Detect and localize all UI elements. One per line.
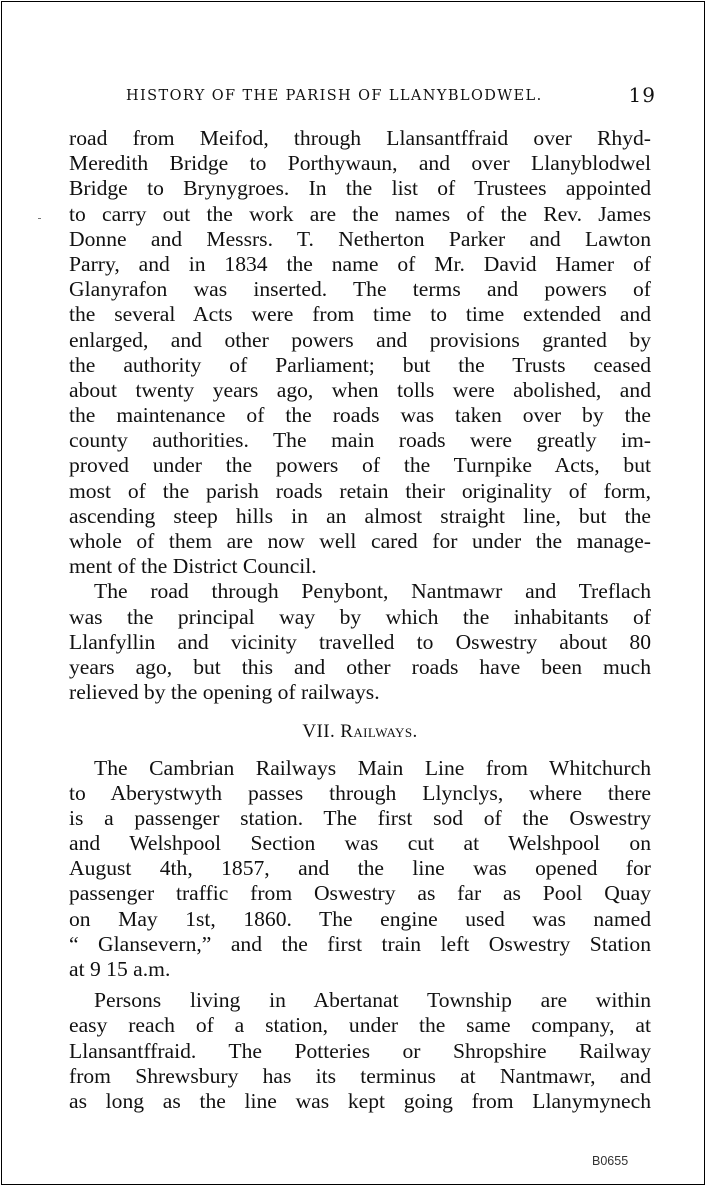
text-line: relieved by the opening of railways. <box>69 680 380 705</box>
text-line: The Cambrian Railways Main Line from Whitchurch <box>94 755 651 780</box>
text-line: easy reach of a station, under the same company, at <box>69 1013 651 1038</box>
paragraph-roads <box>69 126 651 579</box>
text-line: on May 1st, 1860. The engine used was named <box>69 906 651 931</box>
text-line: the maintenance of the roads was taken over by the <box>69 403 651 428</box>
running-title: HISTORY OF THE PARISH OF LLANYBLODWEL. <box>126 88 543 104</box>
running-head <box>126 82 656 110</box>
text-line: passenger traffic from Oswestry as far as Pool Quay <box>69 881 651 906</box>
text-line: from Shrewsbury has its terminus at Nantmawr, and <box>69 1063 651 1088</box>
text-line: the authority of Parliament; but the Trusts ceased <box>69 352 651 377</box>
text-line: as long as the line was kept going from Llanymynech <box>69 1088 651 1113</box>
text-line: The road through Penybont, Nantmawr and Treflach <box>94 579 651 604</box>
text-line: “ Glansevern,” and the first train left Oswestry Station <box>69 931 651 956</box>
paragraph-penybont-road <box>69 579 651 705</box>
text-line: ascending steep hills in an almost straight line, but the <box>69 503 651 528</box>
text-line: Donne and Messrs. T. Netherton Parker and Lawton <box>69 226 651 251</box>
text-line: Parry, and in 1834 the name of Mr. David Hamer of <box>69 251 651 276</box>
text-line: Llansantffraid. The Potteries or Shropshire Railway <box>69 1038 651 1063</box>
text-line: enlarged, and other powers and provisions granted by <box>69 327 651 352</box>
text-line: August 4th, 1857, and the line was opened for <box>69 856 651 881</box>
text-line: and Welshpool Section was cut at Welshpool on <box>69 831 651 856</box>
text-line: years ago, but this and other roads have been much <box>69 654 651 679</box>
text-line: road from Meifod, through Llansantffraid over Rhyd- <box>69 126 651 150</box>
section-heading <box>69 719 651 744</box>
text-line: county authorities. The main roads were greatly im- <box>69 428 651 453</box>
book-page <box>1 1 705 1185</box>
section-number: VII. <box>302 721 336 743</box>
margin-mark <box>38 218 41 219</box>
paragraph-abertanat <box>69 988 651 1114</box>
text-line: to carry out the work are the names of the Rev. James <box>69 201 651 226</box>
section-title: Railways. <box>340 721 418 743</box>
text-line: Glanyrafon was inserted. The terms and powers of <box>69 277 651 302</box>
text-line: proved under the powers of the Turnpike Acts, but <box>69 453 651 478</box>
text-line: most of the parish roads retain their originality of form, <box>69 478 651 503</box>
text-line: Bridge to Brynygroes. In the list of Trustees appointed <box>69 176 651 201</box>
text-line: Persons living in Abertanat Township are within <box>94 988 651 1013</box>
text-line: Llanfyllin and vicinity travelled to Oswestry about 80 <box>69 629 651 654</box>
text-line: about twenty years ago, when tolls were abolished, and <box>69 377 651 402</box>
text-line: the several Acts were from time to time extended and <box>69 302 651 327</box>
text-line: whole of them are now well cared for under the manage- <box>69 529 651 553</box>
text-line: ment of the District Council. <box>69 554 317 579</box>
body-text <box>69 126 651 1114</box>
text-line: at 9 15 a.m. <box>69 957 171 981</box>
text-line: was the principal way by which the inhabitants of <box>69 604 651 629</box>
text-line: is a passenger station. The first sod of the Oswestry <box>69 805 651 830</box>
text-line: Meredith Bridge to Porthywaun, and over Llanyblodwel <box>69 151 651 176</box>
paragraph-cambrian-railways <box>69 756 651 983</box>
text-line: to Aberystwyth passes through Llynclys, where there <box>69 780 651 805</box>
page-number: 19 <box>628 83 656 107</box>
page-id-label: B0655 <box>592 1154 629 1168</box>
